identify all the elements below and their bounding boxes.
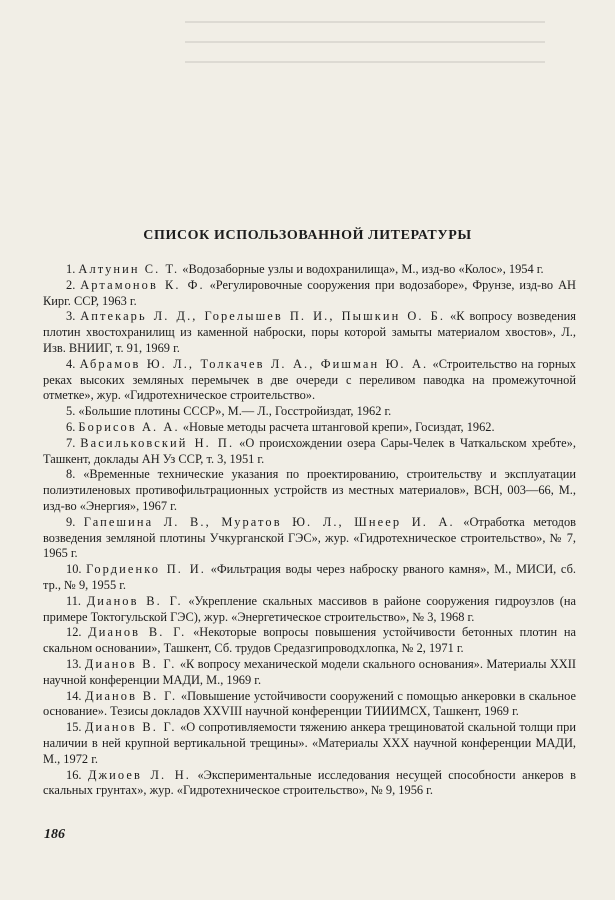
reference-item: 3. Аптекарь Л. Д., Горелышев П. И., Пышкин О. Б. «К вопросу возведения плотин хвостохранилищ из каменной наброски, поры которой замыты материалом хвостов», Л., Изв. ВНИИГ, т. 91, 1969 г. bbox=[43, 309, 576, 355]
reference-item: 5. «Большие плотины СССР», М.— Л., Госстройиздат, 1962 г. bbox=[66, 404, 392, 419]
reference-item: 1. Алтунин С. Т. «Водозаборные узлы и водохранилища», М., изд-во «Колос», 1954 г. bbox=[66, 262, 544, 276]
reference-item: 11. Дианов В. Г. «Укрепление скальных массивов в районе сооружения гидроузлов (на примере Токтогульской ГЭС), жур. «Энергетическое строительство», № 3, 1968 г. bbox=[43, 593, 576, 624]
reference-item: 8. «Временные технические указания по проектированию, строительству и эксплуатации полиэтиленовых противофильтрационных устройств из местных материалов», ВСН, 003—66, М., изд-во «Энергия», 1967 г. bbox=[43, 467, 576, 513]
reference-item: 6. Борисов А. А. «Новые методы расчета штанговой крепи», Госиздат, 1962. bbox=[66, 419, 495, 434]
reference-item: 12. Дианов В. Г. «Некоторые вопросы повышения устойчивости бетонных плотин на скальном основании», Ташкент, Сб. трудов Средазгипроводхлопка, № 2, 1971 г. bbox=[43, 625, 576, 656]
reference-item: 4. Абрамов Ю. Л., Толкачев Л. А., Фишман Ю. А. «Строительство на горных реках высоких земляных перемычек в две очереди с переливом паводка на промежуточной отметке», жур. «Гидротехническое строительство». bbox=[43, 356, 576, 403]
reference-item: 15. Дианов В. Г. «О сопротивляемости тяжению анкера трещиноватой скальной толщи при наличии в ней крупной вертикальной трещины». «Материалы XXX научной конференции МАДИ, М., 1972 г. bbox=[43, 720, 576, 766]
reference-item: 9. Гапешина Л. В., Муратов Ю. Л., Шнеер И. А. «Отработка методов возведения земляной плотины Учкурганской ГЭС», жур. «Гидротехническое строительство», № 7, 1965 г. bbox=[43, 514, 576, 561]
page-title: СПИСОК ИСПОЛЬЗОВАННОЙ ЛИТЕРАТУРЫ bbox=[143, 228, 472, 243]
reference-item: 2. Артамонов К. Ф. «Регулировочные сооружения при водозаборе», Фрунзе, изд-во АН Кирг. ССР, 1963 г. bbox=[43, 277, 576, 308]
reference-item: 13. Дианов В. Г. «К вопросу механической модели скального основания». Материалы XXII научной конференции МАДИ, М., 1969 г. bbox=[43, 656, 576, 687]
reference-item: 10. Гордиенко П. И. «Фильтрация воды через наброску рваного камня», М., МИСИ, сб. тр., № 9, 1955 г. bbox=[43, 562, 576, 592]
show-through-text bbox=[185, 12, 545, 72]
reference-item: 16. Джиоев Л. Н. «Экспериментальные исследования несущей способности анкеров в скальных грунтах», жур. «Гидротехническое строительство», № 9, 1956 г. bbox=[43, 767, 576, 798]
page-number: 186 bbox=[44, 827, 65, 842]
reference-item: 7. Васильковский Н. П. «О происхождении озера Сары-Челек в Чаткальском хребте», Ташкент, доклады АН Уз ССР, т. 3, 1951 г. bbox=[43, 435, 576, 466]
reference-list bbox=[43, 262, 576, 799]
reference-item: 14. Дианов В. Г. «Повышение устойчивости сооружений с помощью анкеровки в скальное основание». Тезисы докладов XXVIII научной конференции ТИИИМСХ, Ташкент, 1969 г. bbox=[43, 688, 576, 719]
